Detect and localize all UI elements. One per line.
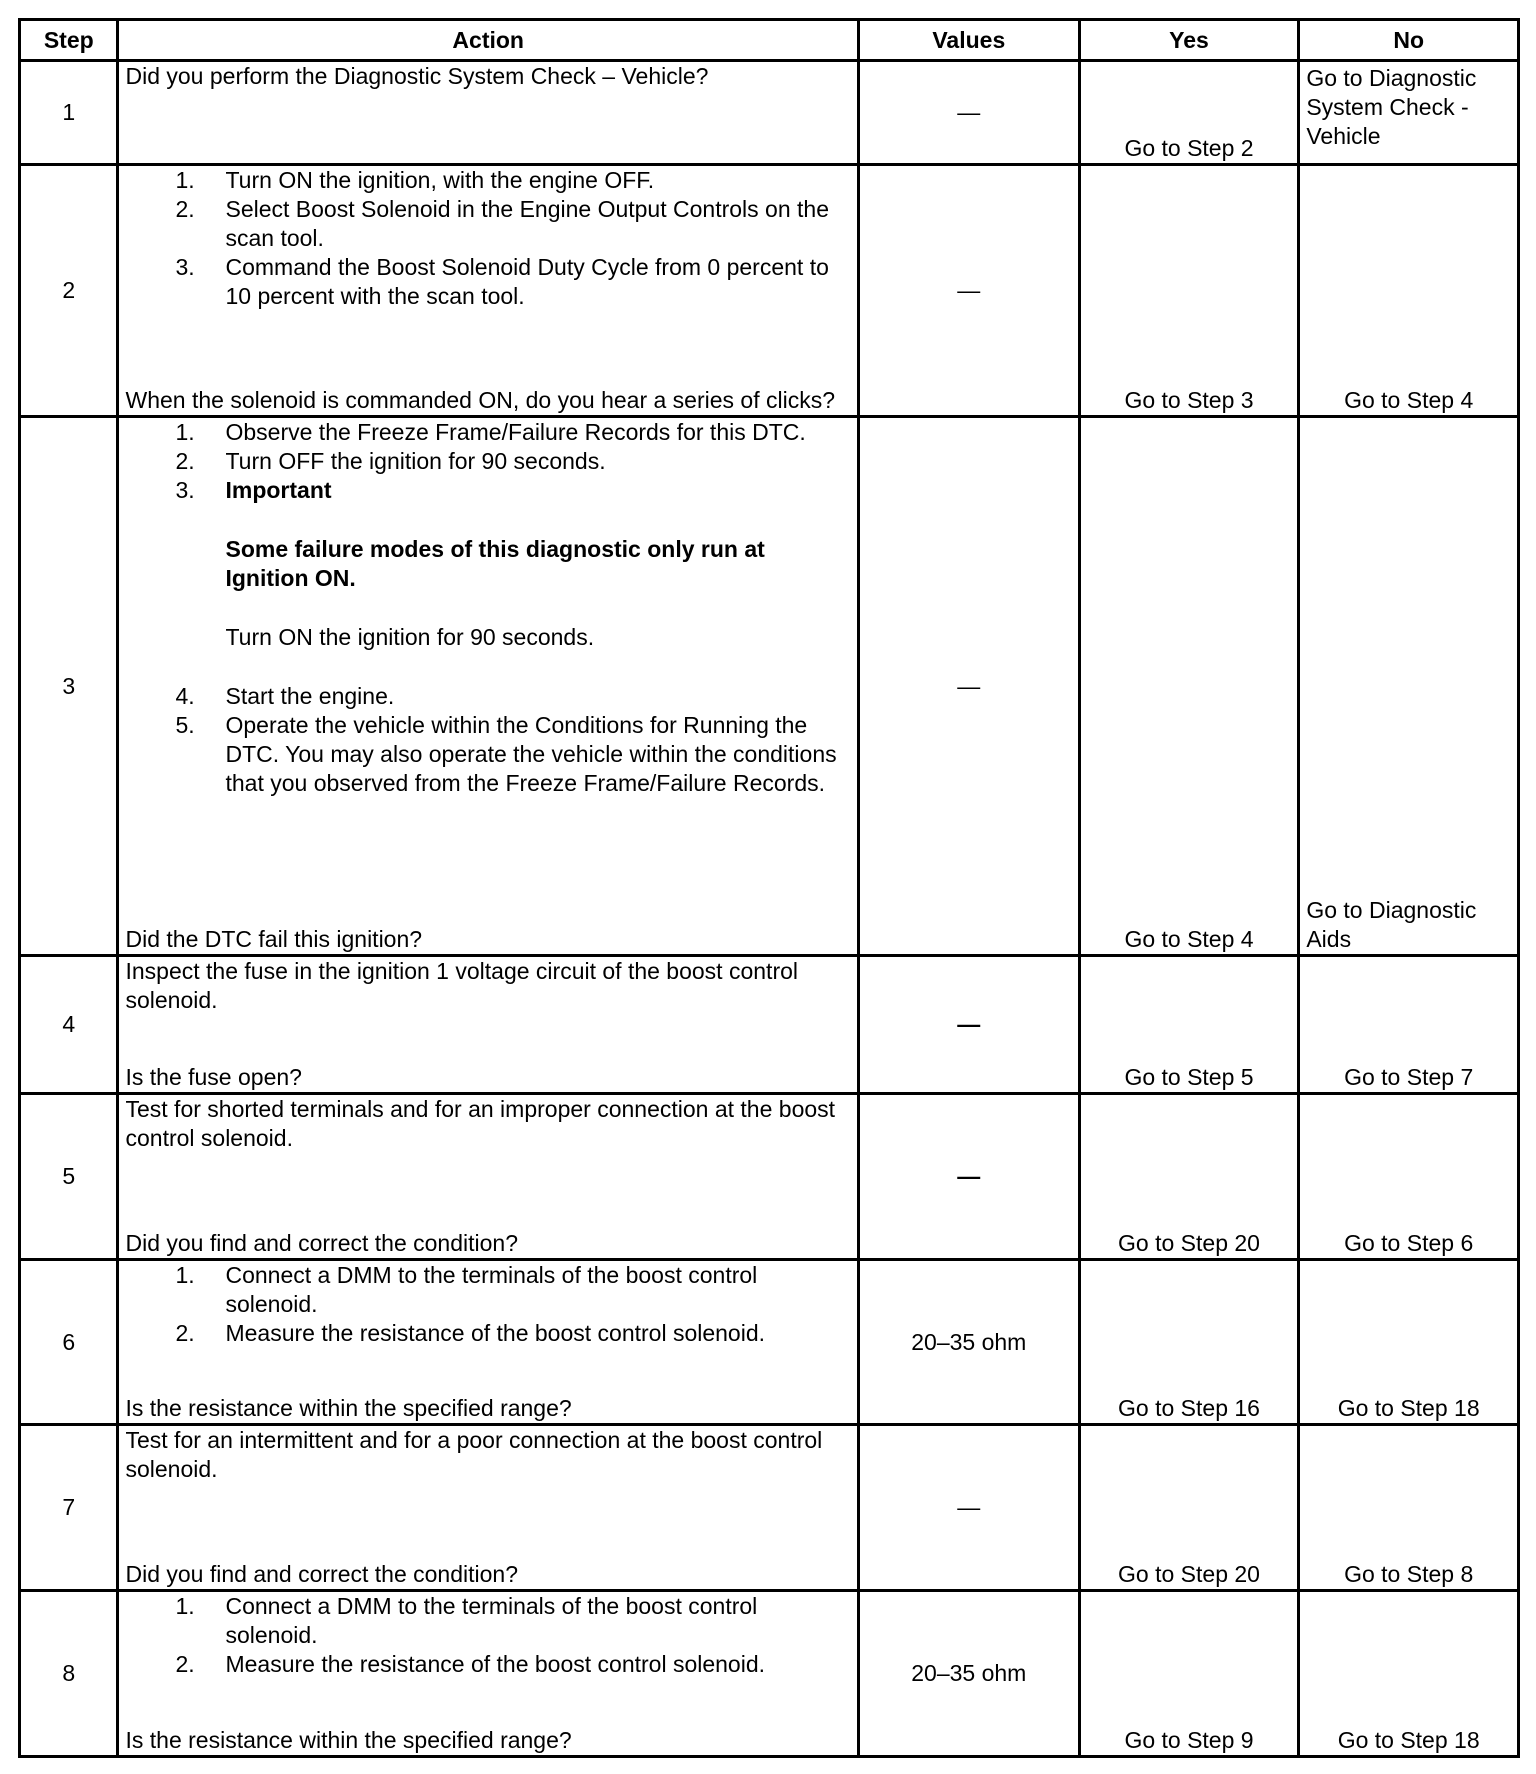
list-item: 2. Measure the resistance of the boost control solenoid.: [175, 1319, 766, 1346]
question-text: Is the resistance within the specified range?: [125, 1727, 572, 1753]
list-item: 2. Turn OFF the ignition for 90 seconds.: [175, 448, 606, 475]
important-note: Some failure modes of this diagnostic only run at Ignition ON.: [225, 536, 765, 592]
table-row: [20, 1425, 1519, 1591]
table-row: [20, 1259, 1519, 1425]
header-values: Values: [858, 20, 1079, 61]
yes-cell: [1079, 417, 1299, 956]
no-answer: Go to Step 7: [1344, 1063, 1474, 1090]
list-item: 4. Start the engine.: [175, 683, 395, 710]
list-item: 3. Command the Boost Solenoid Duty Cycle from 0 percent to 10 percent with the scan tool.: [175, 253, 829, 309]
action-cell: [118, 1591, 858, 1757]
step-number: 7: [20, 1425, 118, 1591]
value-cell: —: [858, 417, 1079, 956]
no-cell: [1299, 164, 1519, 417]
step-number: 6: [20, 1259, 118, 1425]
action-text: Inspect the fuse in the ignition 1 voltage circuit of the boost control solenoid.: [125, 958, 798, 1014]
yes-cell: [1079, 1591, 1299, 1757]
value-cell: —: [858, 164, 1079, 417]
header-step: Step: [20, 20, 118, 61]
yes-answer: Go to Step 20: [1118, 1229, 1260, 1256]
yes-cell: [1079, 164, 1299, 417]
procedure-list: [125, 166, 850, 311]
action-cell: [118, 61, 858, 165]
value-cell: —: [858, 1425, 1079, 1591]
procedure-list: [125, 682, 850, 798]
action-text: Test for an intermittent and for a poor connection at the boost control solenoid.: [125, 1427, 823, 1483]
step-number: 8: [20, 1591, 118, 1757]
yes-answer: Go to Step 20: [1118, 1561, 1260, 1588]
diagnostic-table: [18, 18, 1520, 1758]
yes-answer: Go to Step 2: [1124, 134, 1254, 161]
question-text: Did the DTC fail this ignition?: [125, 926, 423, 953]
yes-cell: [1079, 1425, 1299, 1591]
action-cell: [118, 1259, 858, 1425]
yes-cell: [1079, 61, 1299, 165]
yes-cell: [1079, 956, 1299, 1094]
no-cell: [1299, 956, 1519, 1094]
value-cell: 20–35 ohm: [858, 1591, 1079, 1757]
no-cell: [1299, 1425, 1519, 1591]
important-followup: Turn ON the ignition for 90 seconds.: [225, 624, 595, 651]
action-cell: [118, 164, 858, 417]
procedure-list: [125, 418, 850, 505]
question-text: Is the fuse open?: [125, 1063, 302, 1090]
action-text: Test for shorted terminals and for an improper connection at the boost control solenoid.: [125, 1095, 836, 1151]
list-item: 3. Important: [175, 477, 332, 504]
yes-answer: Go to Step 3: [1124, 387, 1254, 414]
yes-answer: Go to Step 4: [1124, 926, 1254, 953]
header-no: No: [1299, 20, 1519, 61]
table-row: [20, 61, 1519, 165]
yes-cell: [1079, 1093, 1299, 1259]
value-cell: 20–35 ohm: [858, 1259, 1079, 1425]
no-cell: [1299, 1259, 1519, 1425]
step-number: 5: [20, 1093, 118, 1259]
value-cell: —: [858, 1093, 1079, 1259]
table-row: [20, 1591, 1519, 1757]
step-number: 2: [20, 164, 118, 417]
value-cell: —: [858, 956, 1079, 1094]
list-item: 5. Operate the vehicle within the Conditions for Running the DTC. You may also operate the vehicle within the conditions that you observed from the Freeze Frame/Failure Records.: [175, 712, 837, 797]
no-cell: [1299, 1591, 1519, 1757]
yes-cell: [1079, 1259, 1299, 1425]
no-answer: Go to Diagnostic Aids: [1306, 897, 1477, 953]
list-item: 2. Measure the resistance of the boost control solenoid.: [175, 1651, 766, 1678]
action-cell: [118, 417, 858, 956]
header-row: [20, 20, 1519, 61]
yes-answer: Go to Step 9: [1124, 1727, 1254, 1753]
table-row: [20, 164, 1519, 417]
action-cell: [118, 1093, 858, 1259]
question-text: Did you find and correct the condition?: [125, 1561, 519, 1588]
important-label: Important: [225, 477, 332, 504]
list-item: 1. Observe the Freeze Frame/Failure Records for this DTC.: [175, 419, 806, 446]
yes-answer: Go to Step 16: [1118, 1395, 1260, 1422]
action-text: Did you perform the Diagnostic System Check – Vehicle?: [125, 63, 709, 89]
step-number: 4: [20, 956, 118, 1094]
action-cell: [118, 956, 858, 1094]
no-answer: Go to Step 18: [1337, 1727, 1480, 1753]
question-text: When the solenoid is commanded ON, do you hear a series of clicks?: [125, 387, 836, 414]
no-answer: Go to Step 18: [1337, 1395, 1480, 1422]
table-row: [20, 1093, 1519, 1259]
no-cell: [1299, 1093, 1519, 1259]
list-item: 1. Turn ON the ignition, with the engine OFF.: [175, 166, 655, 193]
list-item: 1. Connect a DMM to the terminals of the boost control solenoid.: [175, 1593, 758, 1649]
step-number: 1: [20, 61, 118, 165]
no-answer: Go to Diagnostic System Check - Vehicle: [1306, 65, 1477, 149]
step-number: 3: [20, 417, 118, 956]
value-cell: —: [858, 61, 1079, 165]
no-cell: [1299, 417, 1519, 956]
no-answer: Go to Step 4: [1344, 387, 1474, 414]
table-row: [20, 417, 1519, 956]
header-yes: Yes: [1079, 20, 1299, 61]
no-answer: Go to Step 6: [1344, 1229, 1474, 1256]
header-action: Action: [118, 20, 858, 61]
question-text: Is the resistance within the specified range?: [125, 1395, 572, 1422]
procedure-list: [125, 1592, 850, 1679]
no-cell: [1299, 61, 1519, 165]
table-row: [20, 956, 1519, 1094]
question-text: Did you find and correct the condition?: [125, 1229, 519, 1256]
no-answer: Go to Step 8: [1344, 1561, 1474, 1588]
list-item: 1. Connect a DMM to the terminals of the boost control solenoid.: [175, 1261, 758, 1317]
list-item: 2. Select Boost Solenoid in the Engine Output Controls on the scan tool.: [175, 195, 829, 251]
yes-answer: Go to Step 5: [1124, 1063, 1254, 1090]
procedure-list: [125, 1261, 850, 1348]
action-cell: [118, 1425, 858, 1591]
